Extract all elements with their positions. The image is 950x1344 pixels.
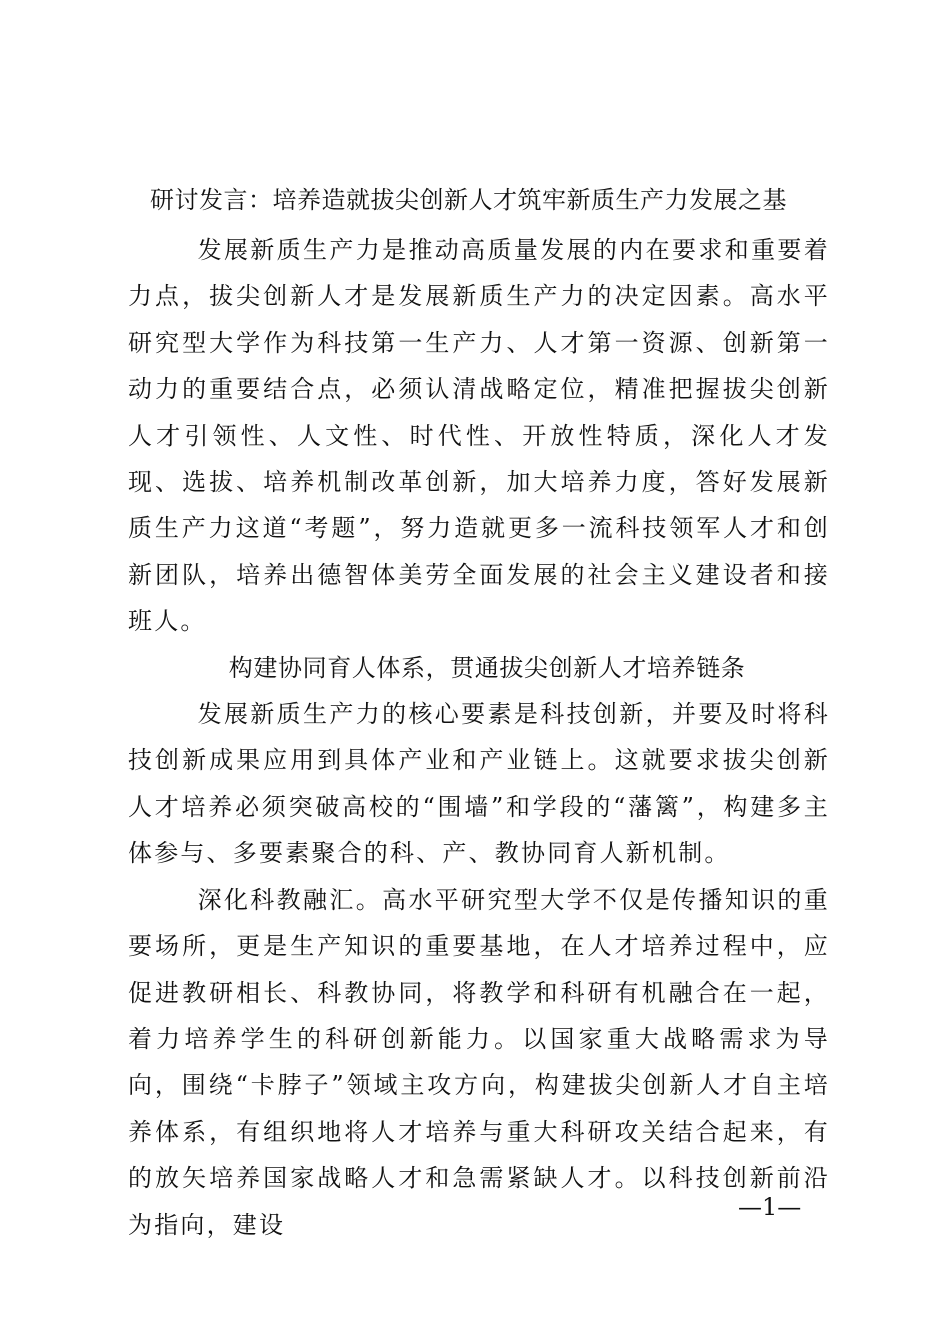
paragraph-intro: 发展新质生产力是推动高质量发展的内在要求和重要着力点，拔尖创新人才是发展新质生产力的决定因素。高水平研究型大学作为科技第一生产力、人才第一资源、创新第一动力的重要结合点，必须认清战略定位，精准把握拔尖创新人才引领性、人文性、时代性、开放性特质，深化人才发现、选拔、培养机制改革创新，加大培养力度，答好发展新质生产力这道“考题”，努力造就更多一流科技领军人才和创新团队，培养出德智体美劳全面发展的社会主义建设者和接班人。 (128, 236, 830, 636)
paragraph-science-education: 深化科教融汇。高水平研究型大学不仅是传播知识的重要场所，更是生产知识的重要基地，在人才培养过程中，应促进教研相长、科教协同，将教学和科研有机融合在一起，着力培养学生的科研创新能力。以国家重大战略需求为导向，围绕“卡脖子”领域主攻方向，构建拔尖创新人才自主培养体系，有组织地将人才培养与重大科研攻关结合起来，有的放矢培养国家战略人才和急需紧缺人才。以科技创新前沿为指向，建设 (128, 885, 830, 1239)
page-number: —1— (738, 1193, 802, 1221)
document-title: 研讨发言：培养造就拔尖创新人才筑牢新质生产力发展之基 (150, 186, 787, 214)
document-body (128, 227, 830, 1248)
section-heading: 构建协同育人体系，贯通拔尖创新人才培养链条 (228, 653, 746, 682)
paragraph-core-elements: 发展新质生产力的核心要素是科技创新，并要及时将科技创新成果应用到具体产业和产业链上。这就要求拔尖创新人才培养必须突破高校的“围墙”和学段的“藩篱”，构建多主体参与、多要素聚合的科、产、教协同育人新机制。 (128, 700, 830, 868)
